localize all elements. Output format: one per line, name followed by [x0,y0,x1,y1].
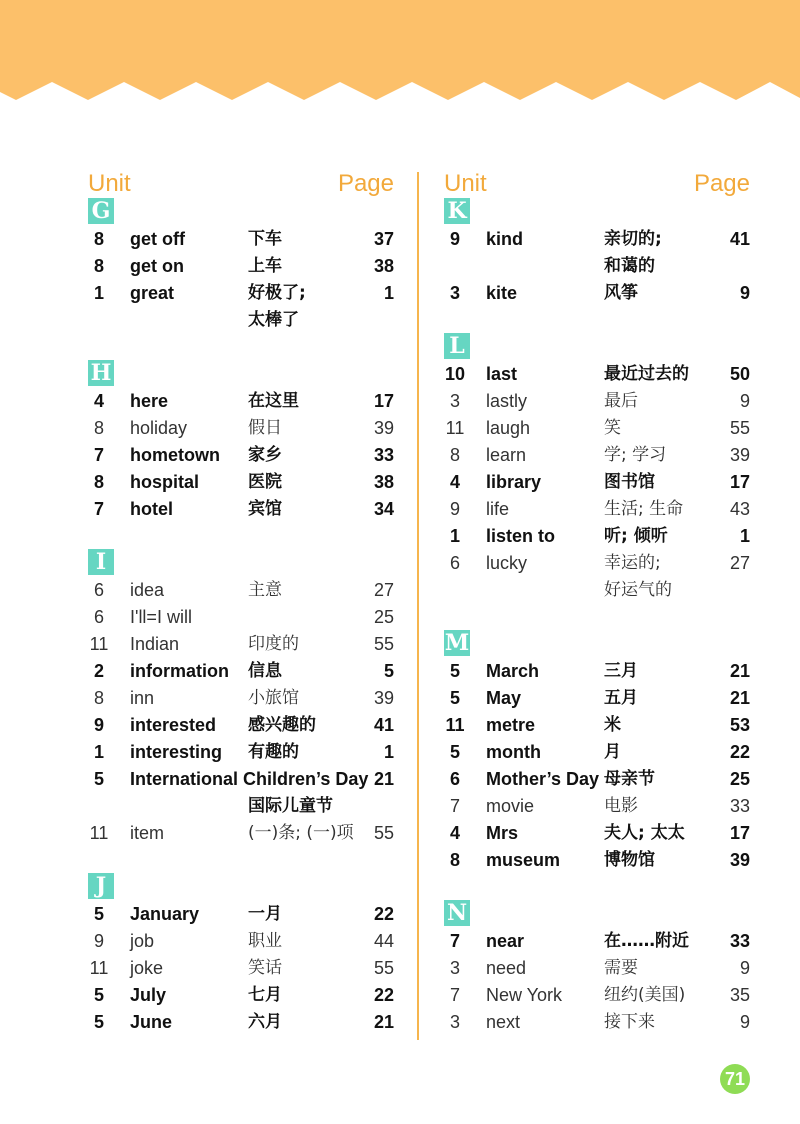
unit-number: 8 [93,418,104,438]
unit-number: 1 [449,526,460,546]
chinese-meaning: 月 [604,742,621,762]
page-number: 55 [373,634,394,654]
unit-number: 9 [93,931,104,951]
english-word: May [486,688,522,708]
page-number: 9 [739,283,750,303]
letter-section-i [88,549,394,873]
english-word: lucky [486,553,528,573]
unit-number: 1 [93,742,104,762]
section-letter-h: H [88,360,114,386]
page-number: 27 [729,553,750,573]
vocab-entry [444,712,750,739]
vocab-entry [444,982,750,1009]
unit-number: 11 [445,418,465,438]
letter-section-k [444,198,750,333]
page-number: 22 [373,904,394,924]
english-word: January [130,904,200,924]
letter-section-j [88,873,394,1036]
letter-section-l [444,333,750,630]
chinese-meaning: 母亲节 [604,769,655,789]
chinese-meaning: 图书馆 [604,472,655,492]
page-number: 41 [729,229,750,249]
vocab-entry [444,739,750,766]
chinese-meaning: 生活; 生命 [604,499,684,519]
english-word: get on [130,256,184,276]
chinese-meaning: 电影 [604,796,638,816]
page-number: 21 [729,688,750,708]
page-number: 21 [373,769,394,789]
chinese-meaning: 医院 [248,472,282,492]
chinese-meaning: 夫人; 太太 [604,823,685,843]
vocab-entry [88,280,394,334]
chinese-meaning: 纽约(美国) [604,985,686,1005]
page-number: 9 [739,958,750,978]
section-gap [88,334,394,360]
vocab-entry [444,226,750,280]
english-word: I'll=I will [130,607,192,627]
right-column-header [444,168,750,198]
vocab-entry [444,496,750,523]
chinese-meaning: 主意 [248,580,282,600]
chinese-meaning: 笑 [604,418,621,438]
english-word: metre [486,715,536,735]
chinese-meaning: 博物馆 [604,850,655,870]
page-number: 53 [729,715,750,735]
chinese-meaning: 亲切的; [604,229,662,249]
letter-section-n [444,900,750,1036]
unit-number: 7 [449,796,460,816]
unit-heading: Unit [88,170,131,197]
unit-number: 6 [93,580,104,600]
page-number-badge: 71 [720,1064,750,1094]
vocab-entry [88,631,394,658]
chinese-meaning: (一)条; (一)项 [248,823,354,843]
english-word: kind [486,229,524,249]
section-letter-k: K [444,198,470,224]
vocab-entry [88,577,394,604]
chinese-meaning: 听; 倾听 [604,526,668,546]
page-heading: Page [337,170,394,197]
unit-number: 7 [449,931,460,951]
vocab-entry [444,685,750,712]
chinese-meaning: 宾馆 [248,499,282,519]
section-letter-g: G [88,198,114,224]
section-letter-j: J [88,873,114,899]
page-number: 35 [729,985,750,1005]
english-word: movie [486,796,535,816]
page-number: 38 [373,256,394,276]
chinese-meaning: 学; 学习 [604,445,667,465]
section-gap [444,307,750,333]
letter-section-m [444,630,750,900]
unit-number: 6 [449,553,460,573]
unit-number: 8 [449,850,460,870]
english-word: March [486,661,540,681]
chinese-meaning: 米 [604,715,621,735]
vocab-entry [88,820,394,847]
page-number: 50 [729,364,750,384]
vocab-entry [88,766,394,820]
unit-number: 7 [93,499,104,519]
unit-number: 8 [93,256,104,276]
page-number: 33 [373,445,394,465]
english-word: interested [130,715,217,735]
chinese-meaning: 在这里 [248,391,299,411]
unit-number: 5 [449,688,460,708]
chinese-meaning: 接下来 [604,1012,655,1032]
chinese-meaning: 需要 [604,958,638,978]
english-word: July [130,985,167,1005]
chinese-meaning: 上车 [248,256,282,276]
vocab-entry [444,415,750,442]
unit-number: 8 [93,229,104,249]
page-number: 5 [383,661,394,681]
chinese-meaning: 风筝 [604,283,638,303]
chinese-meaning: 好极了; [248,283,306,303]
unit-number: 3 [449,958,460,978]
unit-heading: Unit [444,170,487,197]
vocab-entry [88,901,394,928]
english-word: get off [130,229,185,249]
unit-number: 1 [93,283,104,303]
english-word: lastly [486,391,528,411]
unit-number: 4 [449,823,460,843]
page-number: 55 [373,958,394,978]
page-number: 21 [373,1012,394,1032]
unit-number: 7 [449,985,460,1005]
page-number: 1 [739,526,750,546]
english-word: great [130,283,175,303]
unit-number: 2 [93,661,104,681]
section-letter-m: M [444,630,470,656]
unit-number: 8 [93,472,104,492]
vocab-entry [88,658,394,685]
page-number: 43 [729,499,750,519]
page-number: 17 [729,472,750,492]
vocab-entry [444,1009,750,1036]
english-word: listen to [486,526,556,546]
english-word: interesting [130,742,223,762]
unit-number: 4 [93,391,104,411]
english-word: life [486,499,510,519]
page-number: 17 [373,391,394,411]
chinese-meaning: 最后 [604,391,638,411]
vocab-entry [88,739,394,766]
chinese-meaning: 笑话 [248,958,282,978]
chinese-meaning: 家乡 [248,445,282,465]
vocab-entry [444,658,750,685]
unit-number: 3 [449,1012,460,1032]
left-column-header [88,168,394,198]
chinese-meaning-line2: 国际儿童节 [248,796,333,816]
english-word: museum [486,850,561,870]
page-number: 38 [373,472,394,492]
left-column [88,168,394,1036]
page-number: 39 [373,688,394,708]
english-word: idea [130,580,165,600]
english-word: last [486,364,518,384]
english-word: hotel [130,499,173,519]
chinese-meaning: 假日 [248,418,282,438]
english-word: Indian [130,634,180,654]
vocab-entry [88,226,394,253]
unit-number: 11 [89,634,109,654]
page-number: 39 [729,445,750,465]
section-gap [444,604,750,630]
section-letter-n: N [444,900,470,926]
vocab-entry [444,955,750,982]
vocab-entry [444,523,750,550]
unit-number: 3 [449,391,460,411]
vocab-entry [444,847,750,874]
chinese-meaning-line2: 和蔼的 [604,256,655,276]
section-letter-i: I [88,549,114,575]
unit-number: 11 [89,823,109,843]
vocab-entry [444,820,750,847]
unit-number: 9 [93,715,104,735]
page-number: 25 [373,607,394,627]
page-heading: Page [693,170,750,197]
unit-number: 9 [449,229,460,249]
chinese-meaning: 职业 [248,931,282,951]
english-word: month [486,742,541,762]
english-word: New York [486,985,563,1005]
unit-number: 9 [449,499,460,519]
vocab-entry [444,469,750,496]
english-word: need [486,958,527,978]
english-word: holiday [130,418,188,438]
unit-number: 5 [93,1012,104,1032]
chinese-meaning-line2: 好运气的 [604,580,672,600]
english-word: International Children’s Day [130,769,369,789]
english-word: joke [130,958,164,978]
left-sections [88,198,394,1036]
page-number: 17 [729,823,750,843]
chinese-meaning: 有趣的 [248,742,299,762]
right-sections [444,198,750,1036]
english-word: hospital [130,472,200,492]
page-number: 37 [373,229,394,249]
page-number: 41 [373,715,394,735]
page-number: 33 [729,796,750,816]
chinese-meaning-line2: 太棒了 [248,310,299,330]
page-number: 1 [383,283,394,303]
english-word: Mother’s Day [486,769,600,789]
page-number: 44 [373,931,394,951]
english-word: kite [486,283,518,303]
vocab-entry [88,1009,394,1036]
vocab-entry [444,442,750,469]
english-word: hometown [130,445,220,465]
section-letter-l: L [444,333,470,359]
english-word: learn [486,445,527,465]
unit-number: 6 [93,607,104,627]
english-word: item [130,823,165,843]
page-number: 21 [729,661,750,681]
unit-number: 5 [93,769,104,789]
page-number: 39 [373,418,394,438]
vocab-entry [444,280,750,307]
chinese-meaning: 感兴趣的 [248,715,316,735]
vocab-entry [88,685,394,712]
english-word: library [486,472,542,492]
section-gap [88,523,394,549]
vocab-entry [88,496,394,523]
unit-number: 8 [449,445,460,465]
chinese-meaning: 在……附近 [604,931,689,951]
english-word: June [130,1012,173,1032]
chinese-meaning: 一月 [248,904,282,924]
page-number: 27 [373,580,394,600]
section-gap [444,874,750,900]
vocab-entry [88,982,394,1009]
right-column [444,168,750,1036]
unit-number: 7 [93,445,104,465]
vocab-entry [88,469,394,496]
chinese-meaning: 七月 [248,985,282,1005]
unit-number: 3 [449,283,460,303]
unit-number: 11 [445,715,465,735]
chinese-meaning: 小旅馆 [248,688,299,708]
english-word: Mrs [486,823,519,843]
english-word: inn [130,688,155,708]
page-number: 55 [373,823,394,843]
vocab-entry [444,361,750,388]
page-number: 9 [739,391,750,411]
page-number: 25 [729,769,750,789]
english-word: laugh [486,418,531,438]
english-word: job [130,931,155,951]
chinese-meaning: 印度的 [248,634,299,654]
unit-number: 5 [93,904,104,924]
unit-number: 10 [444,364,466,384]
vocab-entry [444,550,750,604]
vocab-entry [88,442,394,469]
vocab-entry [444,928,750,955]
unit-number: 11 [89,958,109,978]
unit-number: 4 [449,472,460,492]
page-number: 1 [383,742,394,762]
page-number: 55 [729,418,750,438]
vocab-entry [88,955,394,982]
chinese-meaning: 六月 [248,1012,282,1032]
chinese-meaning: 五月 [604,688,638,708]
vocab-entry [88,928,394,955]
letter-section-h [88,360,394,549]
header-zigzag-band [0,0,800,110]
vocab-entry [88,712,394,739]
unit-number: 5 [449,661,460,681]
vocab-entry [88,415,394,442]
chinese-meaning: 信息 [248,661,282,681]
unit-number: 5 [93,985,104,1005]
page-number: 9 [739,1012,750,1032]
vocab-entry [88,253,394,280]
vocab-entry [444,388,750,415]
chinese-meaning: 最近过去的 [604,364,689,384]
english-word: information [130,661,229,681]
chinese-meaning: 三月 [604,661,638,681]
english-word: next [486,1012,521,1032]
chinese-meaning: 幸运的; [604,553,661,573]
vocab-entry [88,604,394,631]
english-word: here [130,391,169,411]
page-number: 39 [729,850,750,870]
page-number: 34 [373,499,394,519]
page-number: 33 [729,931,750,951]
column-divider [417,172,419,1040]
letter-section-g [88,198,394,360]
page-number: 22 [373,985,394,1005]
page-number: 22 [729,742,750,762]
unit-number: 6 [449,769,460,789]
vocab-entry [444,793,750,820]
unit-number: 8 [93,688,104,708]
vocab-entry [444,766,750,793]
english-word: near [486,931,525,951]
chinese-meaning: 下车 [248,229,282,249]
vocab-entry [88,388,394,415]
unit-number: 5 [449,742,460,762]
section-gap [88,847,394,873]
